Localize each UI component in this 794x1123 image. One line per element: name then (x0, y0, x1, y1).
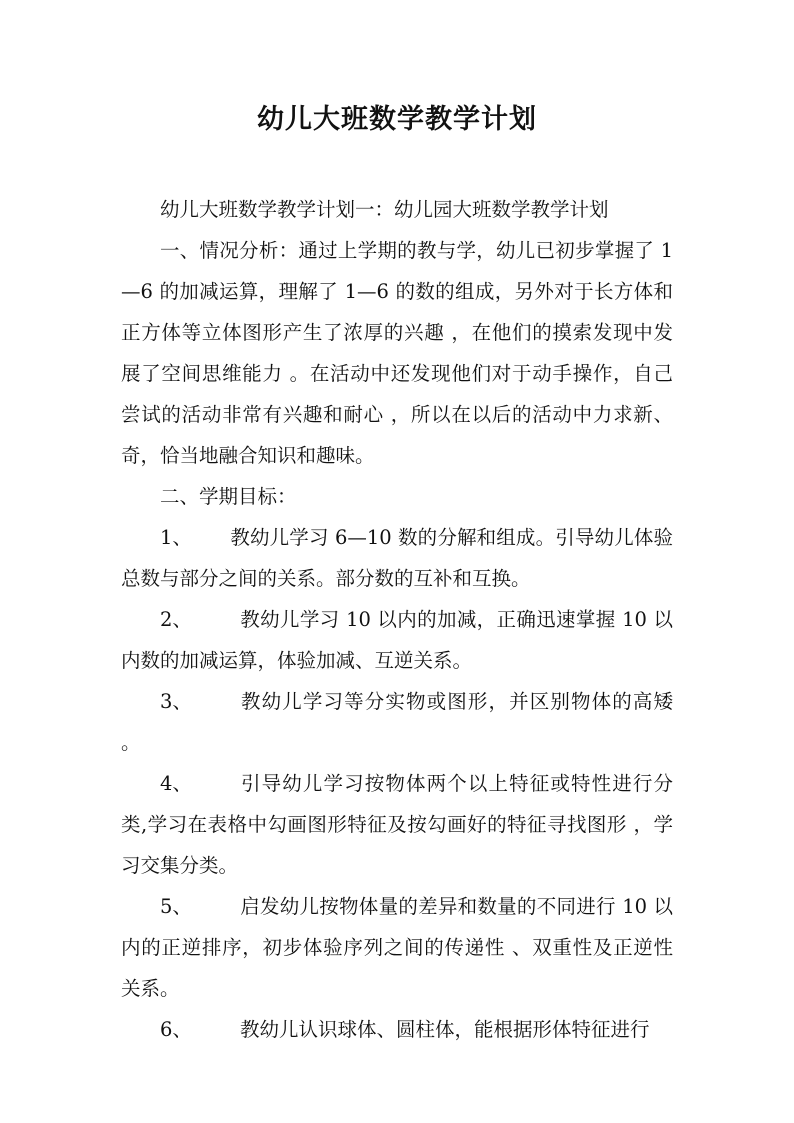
goal-number: 5、 (160, 895, 192, 918)
goal-item-5 (121, 886, 673, 1009)
goal-item-2 (121, 599, 673, 681)
goal-number: 6、 (160, 1018, 192, 1041)
document-title: 幼儿大班数学教学计划 (257, 104, 537, 135)
goal-number: 4、 (160, 772, 192, 795)
goal-number: 1、 (160, 526, 192, 549)
goal-text: 启发幼儿按物体量的差异和数量的不同进行 10 以内的正逆排序，初步体验序列之间的传递性 、双重性及正逆性关系。 (121, 895, 673, 1000)
goal-item-1 (121, 517, 673, 599)
document-subtitle: 幼儿大班数学教学计划一：幼儿园大班数学教学计划 (160, 198, 609, 221)
section-goals-heading: 二、学期目标： (160, 485, 297, 508)
goal-text: 引导幼儿学习按物体两个以上特征或特性进行分类,学习在表格中勾画图形特征及按勾画好的特征寻找图形 ，学习交集分类。 (121, 772, 673, 877)
document-body (121, 189, 673, 1050)
goal-item-6 (121, 1009, 673, 1050)
section-situation-analysis: 一、情况分析：通过上学期的教与学，幼儿已初步掌握了 1—6 的加减运算，理解了 1—6 的数的组成，另外对于长方体和正方体等立体图形产生了浓厚的兴趣 ，在他们的摸索发现中发展了空间思维能力 。在活动中还发现他们对于动手操作，自己尝试的活动非常有兴趣和耐心 ，所以在以后的活动中力求新、奇，恰当地融合知识和趣味。 (121, 239, 673, 467)
goal-number: 3、 (160, 690, 192, 713)
goal-item-4 (121, 763, 673, 886)
goal-text: 教幼儿学习等分实物或图形，并区别物体的高矮 。 (121, 690, 673, 754)
goal-text: 教幼儿认识球体、圆柱体，能根据形体特征进行 (239, 1018, 650, 1041)
goal-text: 教幼儿学习 6—10 数的分解和组成。引导幼儿体验总数与部分之间的关系。部分数的互补和互换。 (121, 526, 673, 590)
goal-item-3 (121, 681, 673, 763)
goal-text: 教幼儿学习 10 以内的加减，正确迅速掌握 10 以内数的加减运算，体验加减、互逆关系。 (121, 608, 673, 672)
goal-number: 2、 (160, 608, 192, 631)
